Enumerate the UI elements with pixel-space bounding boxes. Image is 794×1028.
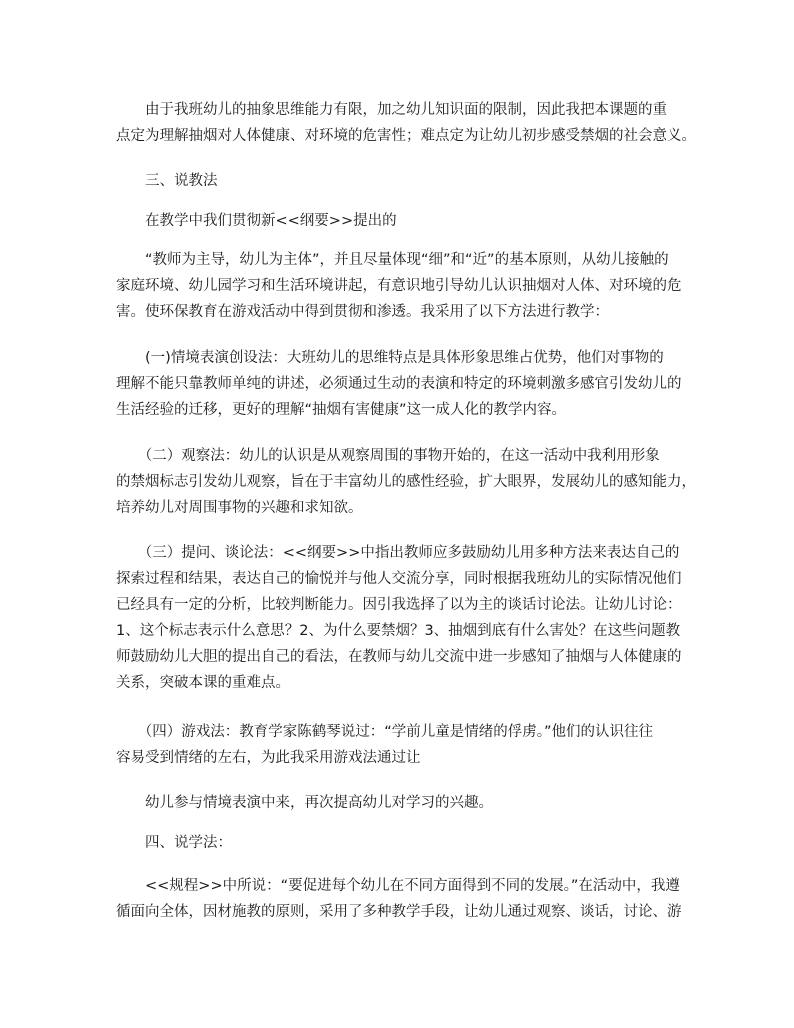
heading-teaching-methods [116, 168, 696, 194]
paragraph-method-1 [116, 345, 696, 423]
heading-learning-methods [116, 830, 696, 856]
text-line: <<规程>>中所说：“要促进每个幼儿在不同方面得到不同的发展。”在活动中，我遵 [116, 878, 680, 894]
text-line: （二）观察法：幼儿的认识是从观察周围的事物开始的，在这一活动中我利用形象 [116, 448, 660, 464]
text-line: （三）提问、谈论法：<<纲要>>中指出教师应多鼓励幼儿用多种方法来表达自己的 [116, 545, 680, 561]
text-line: “教师为主导，幼儿为主体”，并且尽量体现“细”和“近”的基本原则，从幼儿接触的 [116, 252, 669, 268]
paragraph-regulations [116, 873, 696, 925]
text-line: 1、这个标志表示什么意思？2、为什么要禁烟？3、抽烟到底有什么害处？在这些问题教 [116, 623, 681, 639]
text-line: 害。使环保教育在游戏活动中得到贯彻和渗透。我采用了以下方法进行教学： [116, 304, 609, 320]
text-line: (一)情境表演创设法：大班幼儿的思维特点是具体形象思维占优势，他们对事物的 [116, 350, 664, 366]
text-line: 探索过程和结果，表达自己的愉悦并与他人交流分享，同时根据我班幼儿的实际情况他们 [116, 571, 682, 587]
text-line: 在教学中我们贯彻新<<纲要>>提出的 [116, 213, 397, 229]
paragraph-method-4-cont [116, 790, 696, 816]
text-line: 关系，突破本课的重难点。 [116, 675, 290, 691]
section-heading: 四、说学法： [116, 835, 232, 851]
text-line: 生活经验的迁移，更好的理解“抽烟有害健康”这一成人化的教学内容。 [116, 402, 567, 418]
text-line: 的禁烟标志引发幼儿观察，旨在于丰富幼儿的感性经验，扩大眼界，发展幼儿的感知能力， [116, 474, 696, 490]
text-line: 已经具有一定的分析，比较判断能力。因引我选择了以为主的谈话讨论法。让幼儿讨论： [116, 597, 682, 613]
text-line: 理解不能只靠教师单纯的讲述，必须通过生动的表演和特定的环境刺激多感官引发幼儿的 [116, 376, 682, 392]
paragraph-guideline-intro [116, 208, 696, 234]
text-line: 循面向全体，因材施教的原则，采用了多种教学手段，让幼儿通过观察、谈话，讨论、游 [116, 904, 682, 920]
text-line: 点定为理解抽烟对人体健康、对环境的危害性；难点定为让幼儿初步感受禁烟的社会意义。 [116, 128, 696, 144]
text-line: 师鼓励幼儿大胆的提出自己的看法，在教师与幼儿交流中进一步感知了抽烟与人体健康的 [116, 649, 682, 665]
text-line: 幼儿参与情境表演中来，再次提高幼儿对学习的兴趣。 [116, 795, 493, 811]
paragraph-method-2 [116, 443, 696, 521]
paragraph-method-3 [116, 540, 696, 696]
paragraph-basic-principle [116, 247, 696, 325]
paragraph-focus-and-difficulty [116, 97, 696, 149]
text-line: （四）游戏法：教育学家陈鹤琴说过：“学前儿童是情绪的俘虏。”他们的认识往往 [116, 724, 654, 740]
text-line: 由于我班幼儿的抽象思维能力有限，加之幼儿知识面的限制，因此我把本课题的重 [116, 102, 667, 118]
text-line: 家庭环境、幼儿园学习和生活环境讲起，有意识地引导幼儿认识抽烟对人体、对环境的危 [116, 278, 682, 294]
text-line: 培养幼儿对周围事物的兴趣和求知欲。 [116, 500, 363, 516]
section-heading: 三、说教法 [116, 173, 218, 189]
text-line: 容易受到情绪的左右，为此我采用游戏法通过让 [116, 750, 421, 766]
paragraph-method-4 [116, 719, 696, 771]
